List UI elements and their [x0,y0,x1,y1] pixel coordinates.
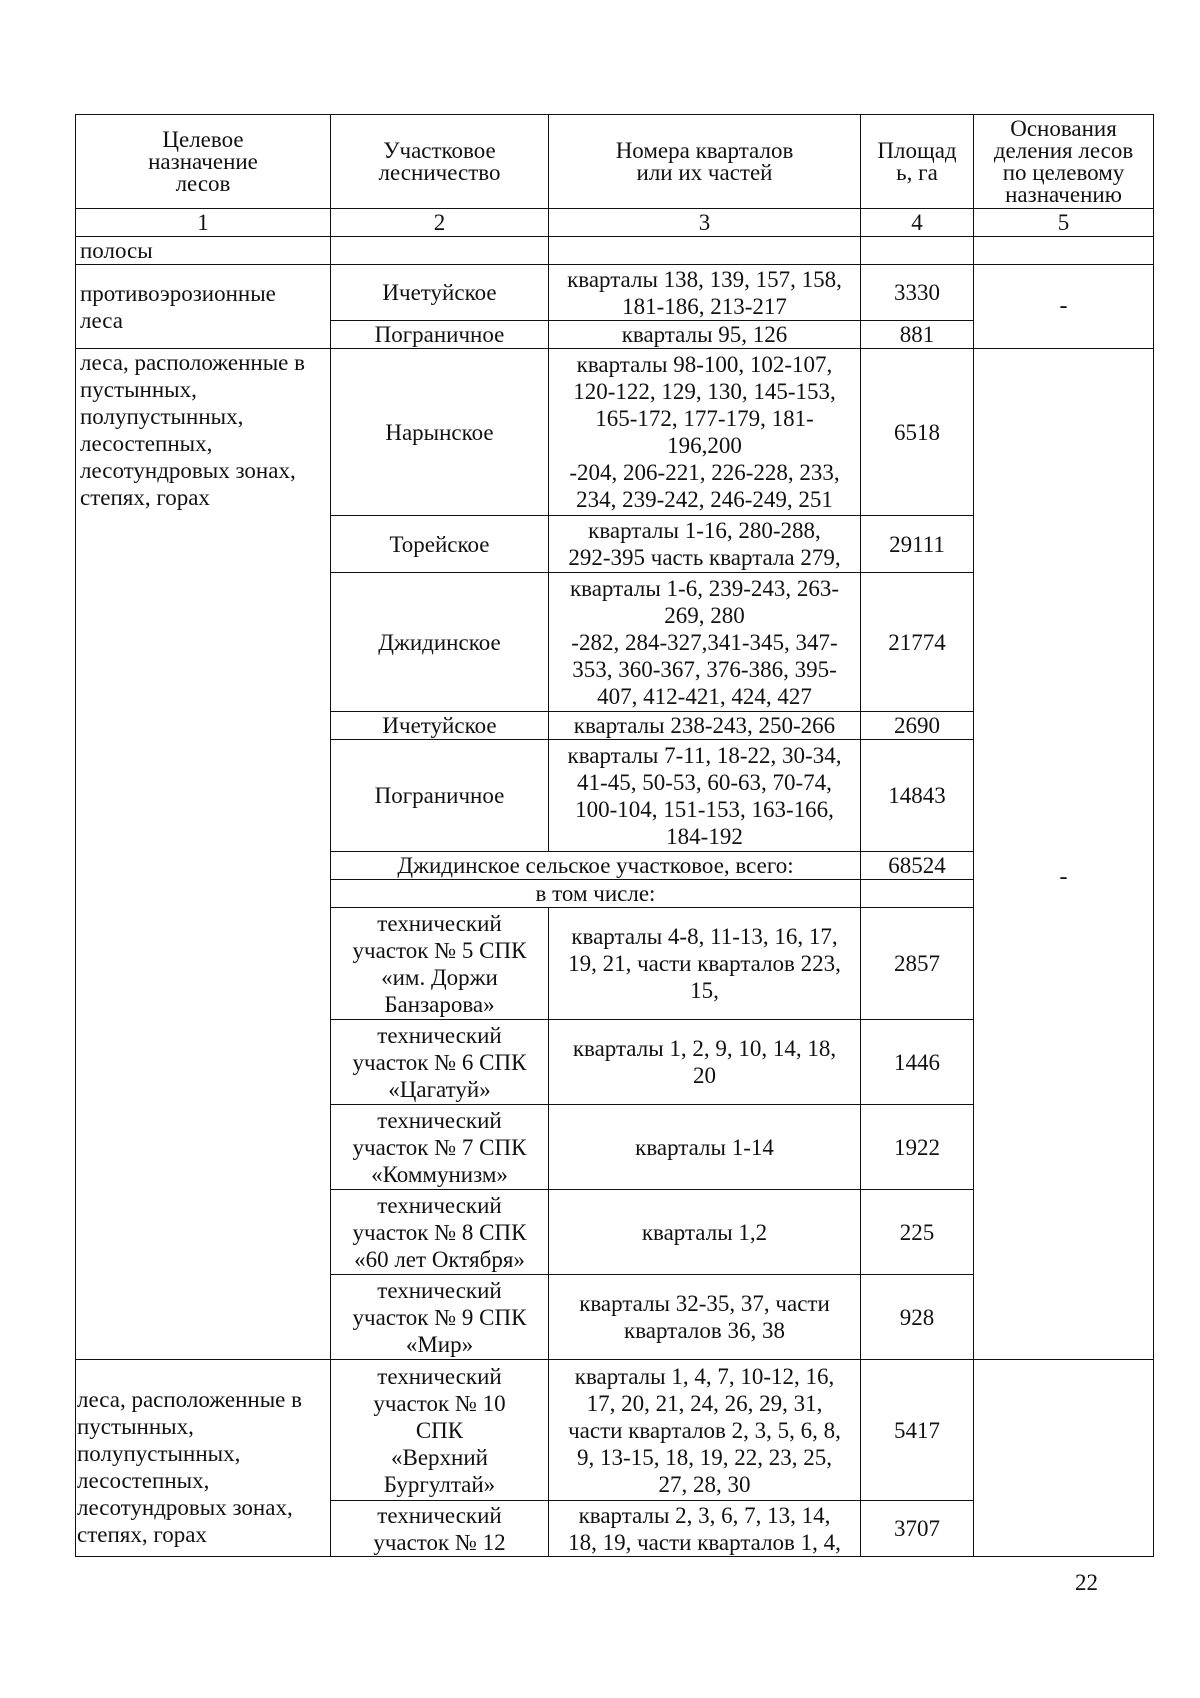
header-basis: Основания деления лесов по целевому назначению [974,115,1154,209]
forestry-name: технический участок № 12 [331,1501,549,1557]
header-quarters: Номера кварталов или их частей [549,115,861,209]
forestry-name: технический участок № 9 СПК «Мир» [331,1275,549,1360]
basis-cell: - [974,349,1154,1360]
area-cell: 6518 [861,349,974,516]
including-label: в том числе: [331,880,861,908]
area-cell: 5417 [861,1360,974,1501]
total-area: 68524 [861,852,974,880]
quarters-cell: кварталы 1-6, 239-243, 263- 269, 280 -282, 284-327,341-345, 347- 353, 360-367, 376-386, 395- 407, 412-421, 424, 427 [549,573,861,712]
quarters-cell: кварталы 95, 126 [549,321,861,349]
purpose-desert-forests: леса, расположенные в пустынных, полупустынных, лесостепных, лесотундровых зонах, степях, горах [76,349,331,1360]
area-cell: 2690 [861,712,974,740]
quarters-cell: кварталы 138, 139, 157, 158, 181-186, 213-217 [549,265,861,321]
forestry-name: технический участок № 10 СПК «Верхний Бургултай» [331,1360,549,1501]
page-number: 22 [1075,1570,1098,1595]
quarters-cell: кварталы 1, 4, 7, 10-12, 16, 17, 20, 21, 24, 26, 29, 31, части кварталов 2, 3, 5, 6, 8, 9, 13-15, 18, 19, 22, 23, 25, 27, 28, 30 [549,1360,861,1501]
forestry-name: технический участок № 6 СПК «Цагатуй» [331,1020,549,1105]
quarters-cell: кварталы 32-35, 37, части кварталов 36, 38 [549,1275,861,1360]
header-area: Площад ь, га [861,115,974,209]
quarters-cell: кварталы 7-11, 18-22, 30-34, 41-45, 50-53, 60-63, 70-74, 100-104, 151-153, 163-166, 184-192 [549,740,861,852]
col-num-3: 3 [549,209,861,237]
area-cell: 29111 [861,516,974,573]
basis-cell: - [974,265,1154,349]
total-label: Джидинское сельское участковое, всего: [331,852,861,880]
quarters-cell: кварталы 1,2 [549,1190,861,1275]
forestry-name: Торейское [331,516,549,573]
quarters-cell: кварталы 2, 3, 6, 7, 13, 14, 18, 19, части кварталов 1, 4, [549,1501,861,1557]
table-row [76,349,1154,516]
forestry-name: Ичетуйское [331,265,549,321]
header-forestry: Участковое лесничество [331,115,549,209]
quarters-cell: кварталы 4-8, 11-13, 16, 17, 19, 21, части кварталов 223, 15, [549,908,861,1020]
quarters-cell: кварталы 1, 2, 9, 10, 14, 18, 20 [549,1020,861,1105]
table-row [76,265,1154,321]
table-header-row [76,115,1154,209]
forestry-name: Пограничное [331,321,549,349]
forestry-name: Джидинское [331,573,549,712]
header-purpose: Целевое назначение лесов [76,115,331,209]
forestry-name: Нарынское [331,349,549,516]
area-cell: 225 [861,1190,974,1275]
quarters-cell: кварталы 238-243, 250-266 [549,712,861,740]
area-cell: 1922 [861,1105,974,1190]
col-num-5: 5 [974,209,1154,237]
forestry-name: Ичетуйское [331,712,549,740]
area-cell: 3330 [861,265,974,321]
purpose-antierosion: противоэрозионные леса [76,265,331,349]
column-numbers-row [76,209,1154,237]
col-num-2: 2 [331,209,549,237]
quarters-cell: кварталы 98-100, 102-107, 120-122, 129, 130, 145-153, 165-172, 177-179, 181- 196,200 -204, 206-221, 226-228, 233, 234, 239-242, 246-249, 251 [549,349,861,516]
area-cell: 881 [861,321,974,349]
area-cell: 1446 [861,1020,974,1105]
col-num-1: 1 [76,209,331,237]
area-cell: 3707 [861,1501,974,1557]
forestry-name: технический участок № 8 СПК «60 лет Октября» [331,1190,549,1275]
forestry-name: технический участок № 5 СПК «им. Доржи Банзарова» [331,908,549,1020]
col-num-4: 4 [861,209,974,237]
table-row [76,237,1154,265]
forest-purpose-table [75,114,1154,1557]
quarters-cell: кварталы 1-16, 280-288, 292-395 часть квартала 279, [549,516,861,573]
forestry-name: технический участок № 7 СПК «Коммунизм» [331,1105,549,1190]
forestry-name: Пограничное [331,740,549,852]
table-row [76,1360,1154,1501]
area-cell: 21774 [861,573,974,712]
purpose-desert-forests-2: леса, расположенные в пустынных, полупустынных, лесостепных, лесотундровых зонах, степях, горах [76,1360,331,1557]
area-cell: 14843 [861,740,974,852]
area-cell: 2857 [861,908,974,1020]
area-cell: 928 [861,1275,974,1360]
quarters-cell: кварталы 1-14 [549,1105,861,1190]
purpose-polosy: полосы [76,237,331,265]
